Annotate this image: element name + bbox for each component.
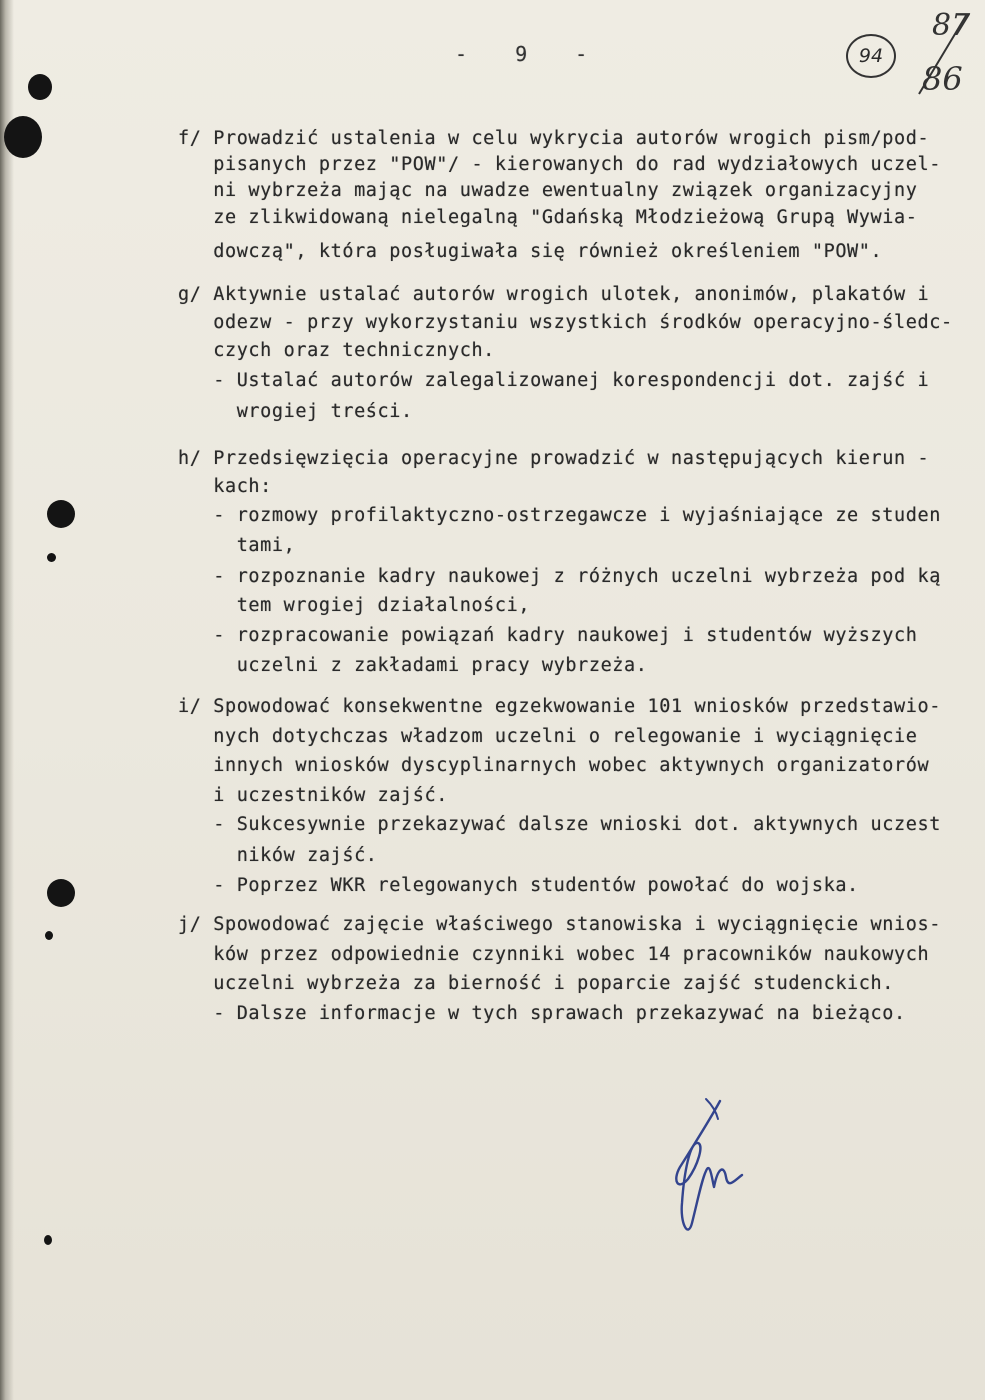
text-line: f/ Prowadzić ustalenia w celu wykrycia autorów wrogich pism/pod- [178, 128, 930, 149]
punch-hole [45, 931, 53, 940]
text-line: - Poprzez WKR relegowanych studentów powołać do wojska. [178, 875, 859, 896]
archive-number-bottom: 86 [922, 60, 963, 98]
text-line: i/ Spowodować konsekwentne egzekwowanie 101 wniosków przedstawio- [178, 696, 941, 717]
text-line: uczelni z zakładami pracy wybrzeża. [178, 655, 648, 676]
punch-hole [4, 116, 42, 158]
text-line: tem wrogiej działalności, [178, 595, 531, 616]
text-line: ników zajść. [178, 845, 378, 866]
text-line: dowczą", która posługiwała się również określeniem "POW". [178, 241, 883, 262]
punch-hole [44, 1235, 52, 1245]
text-line: tami, [178, 535, 296, 556]
text-line: pisanych przez "POW"/ - kierowanych do rad wydziałowych uczel- [178, 154, 941, 175]
archive-number-top: 87 [932, 8, 971, 43]
punch-hole [47, 879, 75, 907]
text-line: odezw - przy wykorzystaniu wszystkich środków operacyjno-śledc- [178, 312, 953, 333]
text-line: g/ Aktywnie ustalać autorów wrogich ulotek, anonimów, plakatów i [178, 284, 930, 305]
text-line: nych dotychczas władzom uczelni o relegowanie i wyciągnięcie [178, 726, 918, 747]
punch-hole [28, 74, 52, 100]
text-line: j/ Spowodować zajęcie właściwego stanowiska i wyciągnięcie wnios- [178, 914, 941, 935]
text-line: wrogiej treści. [178, 401, 413, 422]
text-line: - rozpracowanie powiązań kadry naukowej i studentów wyższych [178, 625, 918, 646]
text-line: uczelni wybrzeża za bierność i poparcie zajść studenckich. [178, 973, 895, 994]
text-line: h/ Przedsięwzięcia operacyjne prowadzić w następujących kierun - [178, 448, 930, 469]
text-line: innych wniosków dyscyplinarnych wobec aktywnych organizatorów [178, 755, 930, 776]
text-line: - Sukcesywnie przekazywać dalsze wnioski dot. aktywnych uczest [178, 814, 941, 835]
text-line: ni wybrzeża mając na uwadze ewentualny związek organizacyjny [178, 180, 918, 201]
text-line: ze zlikwidowaną nielegalną "Gdańską Młodzieżową Grupą Wywia- [178, 207, 918, 228]
text-line: ków przez odpowiednie czynniki wobec 14 pracowników naukowych [178, 944, 930, 965]
text-line: czych oraz technicznych. [178, 340, 495, 361]
punch-hole [47, 553, 56, 562]
handwritten-signature [668, 1095, 763, 1245]
punch-hole [47, 500, 75, 528]
text-line: i uczestników zajść. [178, 785, 448, 806]
text-line: - rozmowy profilaktyczno-ostrzegawcze i wyjaśniające ze studen [178, 505, 941, 526]
text-line: kach: [178, 476, 272, 497]
text-line: - rozpoznanie kadry naukowej z różnych uczelni wybrzeża pod ką [178, 566, 941, 587]
text-line: - Dalsze informacje w tych sprawach przekazywać na bieżąco. [178, 1003, 906, 1024]
archive-number-circled: 94 [846, 34, 896, 78]
page-number: - 9 - [455, 42, 606, 66]
text-line: - Ustalać autorów zalegalizowanej korespondencji dot. zajść i [178, 370, 930, 391]
page-edge-shadow [0, 0, 14, 1400]
